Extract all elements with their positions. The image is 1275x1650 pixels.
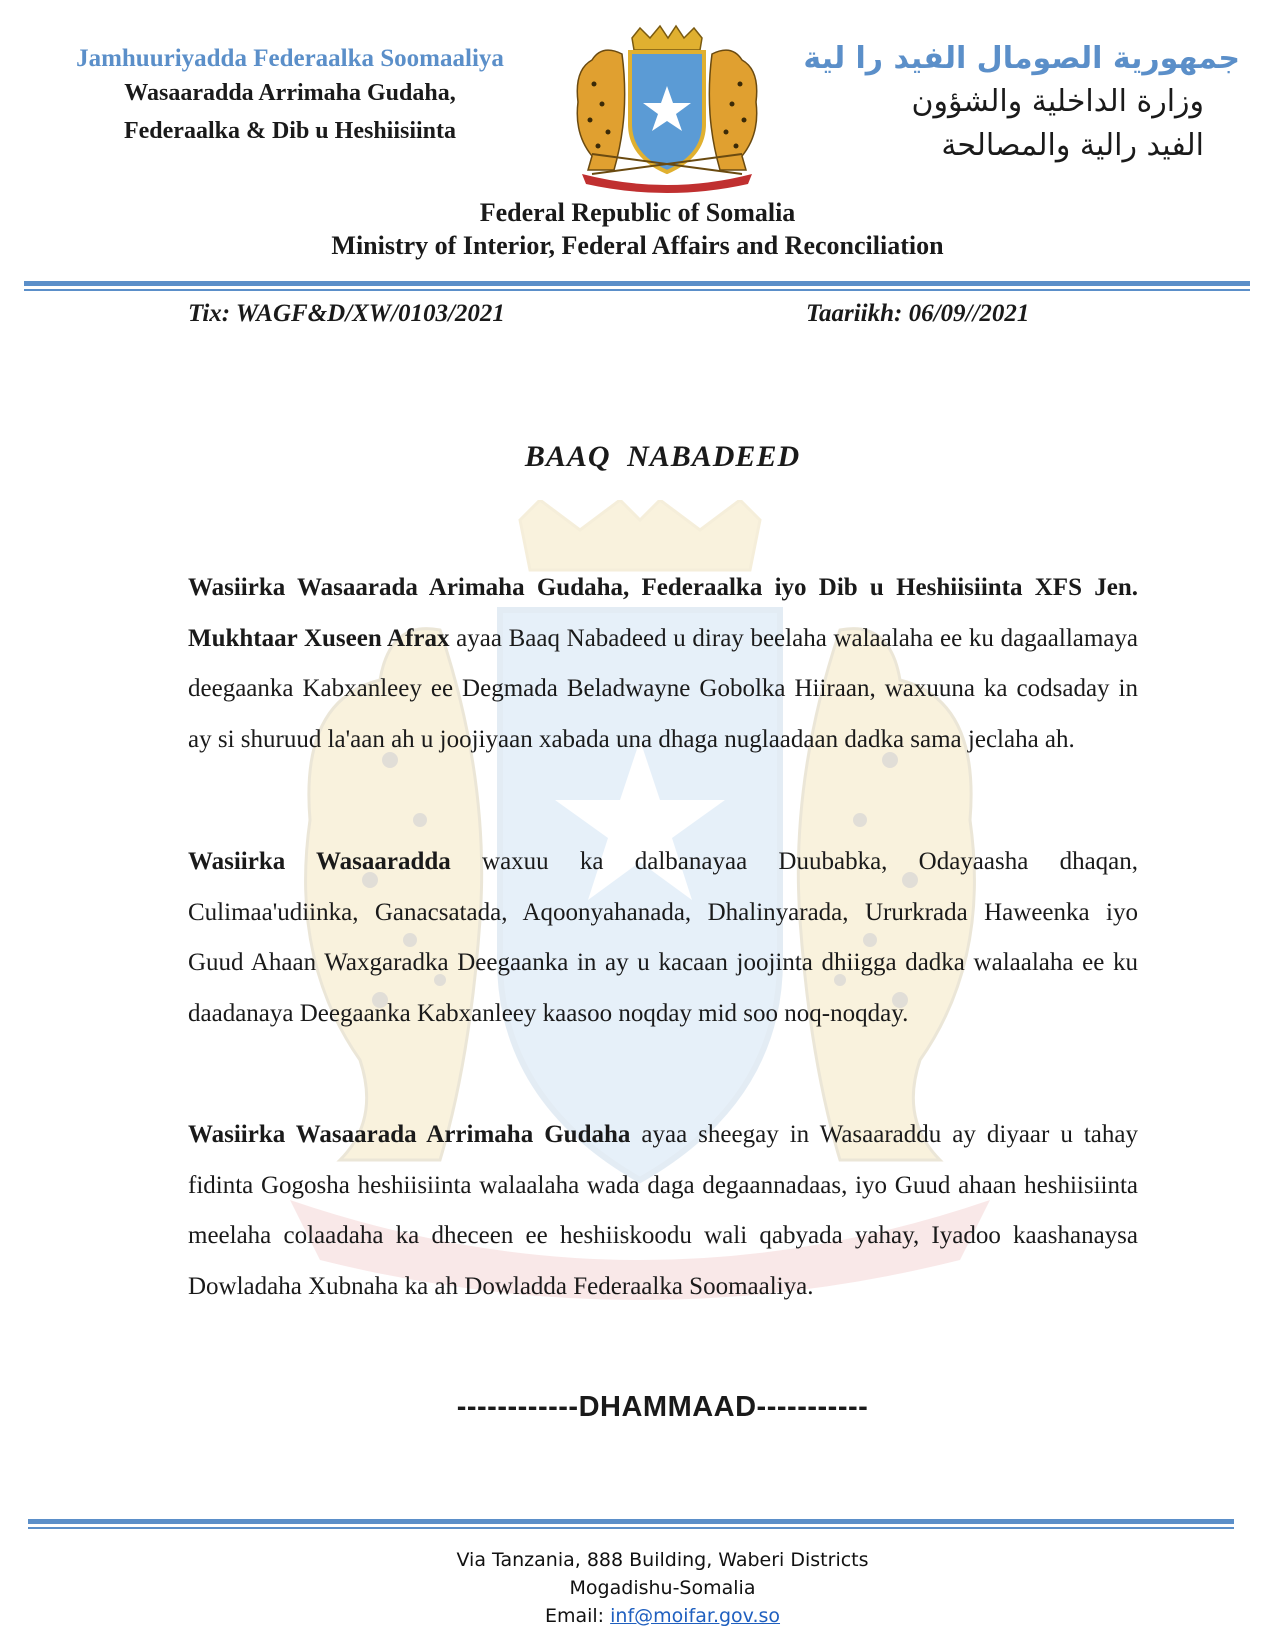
reference-date: Taariikh: 06/09//2021 xyxy=(806,300,1030,327)
header-arabic xyxy=(780,38,1240,168)
footer-address-line2: Mogadishu-Somalia xyxy=(569,1577,756,1599)
header-somali-line2: Wasaaradda Arrimaha Gudaha, xyxy=(124,80,456,106)
paragraph-3-text: ayaa sheegay in Wasaaraddu ay diyaar u tahay fidinta Gogosha heshiisiinta walaalaha wada daga degaannadaas, iyo Guud ahaan heshiisiinta meelaha colaadaha ka dheceen ee heshiiskoodu wali qabyada yahay, Iyadoo kaashanaysa Dowladaha Xubnaha ka ah Dowladda Federaalka Soomaaliya. xyxy=(188,1121,1138,1300)
footer-email-label: Email: xyxy=(544,1605,611,1627)
footer-address-line1: Via Tanzania, 888 Building, Waberi Districts xyxy=(456,1549,869,1571)
paragraph-3 xyxy=(188,1110,1138,1312)
footer xyxy=(0,1546,1275,1630)
paragraph-1-text: ayaa Baaq Nabadeed u diray beelaha walaalaha ee ku dagaallamaya deegaanka Kabxanleey ee Degmada Beladwayne Gobolka Hiiraan, waxuuna ka codsaday in ay si shuruud la'aan ah u joojiyaan xabada una dhaga nuglaadaan dadka sama jeclaha ah. xyxy=(188,624,1138,753)
header-english-line1: Federal Republic of Somalia xyxy=(479,198,796,227)
paragraph-2-text: waxuu ka dalbanayaa Duubabka, Odayaasha dhaqan, Culimaa'udiinka, Ganacsatada, Aqoonyahanada, Dhalinyarada, Ururkrada Haweenka iyo Guud Ahaan Waxgaradka Deegaanka in ay u kacaan joojinta dhiigga dadka walaalaha ee ku daadanaya Deegaanka Kabxanleey kaasoo noqday mid soo noq-noqday. xyxy=(188,848,1139,1027)
reference-number: Tix: WAGF&D/XW/0103/2021 xyxy=(188,300,505,327)
document-title: BAAQ NABADEED xyxy=(524,440,801,473)
header-arabic-line1: جمهورية الصومال الفيد را لية xyxy=(803,41,1240,76)
footer-divider xyxy=(28,1519,1234,1529)
header-somali xyxy=(20,44,560,150)
header-somali-line1: Jamhuuriyadda Federaalka Soomaaliya xyxy=(76,45,504,72)
header-somali-line3: Federaalka & Dib u Heshiisiinta xyxy=(123,118,457,144)
somali-coat-of-arms-emblem xyxy=(552,24,782,194)
header-english xyxy=(0,196,1275,262)
paragraph-1-lead: Wasiirka Wasaarada Arimaha Gudaha, Federaalka iyo Dib u Heshiisiinta XFS Jen. Mukhtaar Xuseen Afrax xyxy=(188,574,1138,652)
header-english-line2: Ministry of Interior, Federal Affairs and Reconciliation xyxy=(331,231,944,260)
header-arabic-line3: الفيد رالية والمصالحة xyxy=(941,128,1204,163)
paragraph-2-lead: Wasiirka Wasaaradda xyxy=(188,848,451,875)
paragraph-2 xyxy=(188,837,1138,1039)
header-arabic-line2: وزارة الداخلية والشؤون xyxy=(911,84,1204,119)
footer-email-line xyxy=(0,1602,1275,1630)
footer-email-link[interactable]: inf@moifar.gov.so xyxy=(610,1605,781,1627)
closing-marker: ------------DHAMMAAD----------- xyxy=(456,1391,869,1423)
paragraph-1 xyxy=(188,563,1138,765)
paragraph-3-lead: Wasiirka Wasaarada Arrimaha Gudaha xyxy=(188,1121,631,1148)
header-divider xyxy=(24,281,1250,291)
